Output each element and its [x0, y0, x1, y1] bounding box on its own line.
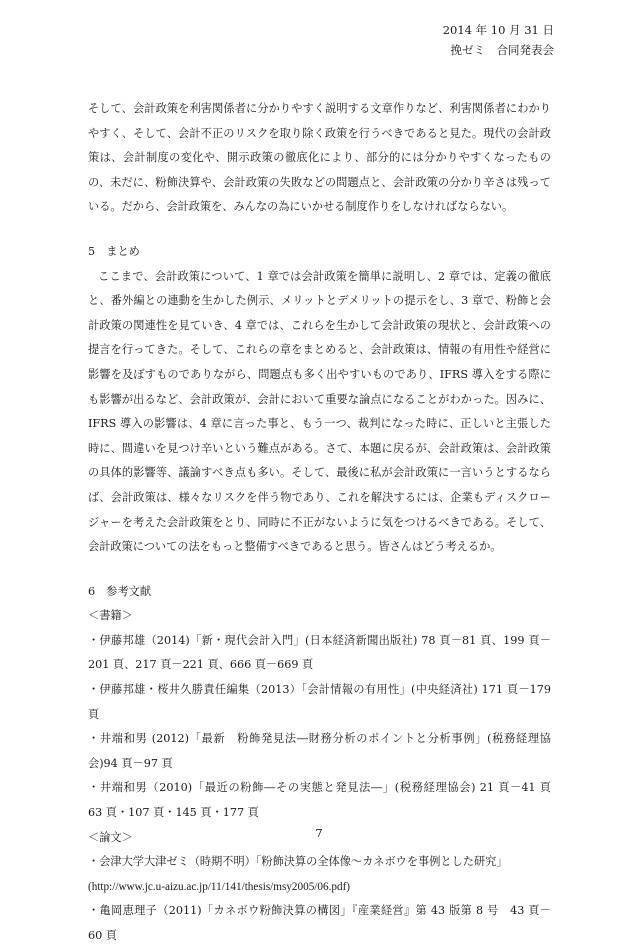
section5-paragraph: ここまで、会計政策について、1 章では会計政策を簡単に説明し、2 章では、定義の徹底と、番外編との連動を生かした例示、メリットとデメリットの提示をし、3 章で、粉飾と会計政策の関連性を見ていき、4 章では、これらを生かして会計政策の現状と、会計政策への提言を行ってきた。そして、これらの章をまとめると、会計政策は、情報の有用性や経営に影響を及ぼすものでありながら、問題点も多く出やすいものであり、IFRS 導入をする際にも影響が出るなど、会計政策が、会計において重要な論点になることがわかった。因みに、IFRS 導入の影響は、4 章に言った事と、もう一つ、裁判になった時に、正しいと主張した時に、間違いを見つけ辛いという難点がある。さて、本題に戻るが、会計政策は、会計政策の具体的影響等、議論すべき点も多い。そして、最後に私が会計政策に一言いうとするならば、会計政策は、様々なリスクを伴う物であり、これを解決するには、企業もディスクロージャーを考えた会計政策をとり、同時に不正がないように気をつけるべきである。そして、会計政策についての法をもっと整備すべきであると思う。皆さんはどう考えるか。 [88, 269, 551, 554]
header-date: 2014 年 10 月 31 日 [442, 23, 554, 37]
papers-label: ＜論文＞ [88, 830, 133, 844]
intro-paragraph: そして、会計政策を利害関係者に分かりやすく説明する文章作りなど、利害関係者にわかりやすく、そして、会計不正のリスクを取り除く政策を行うべきであると見た。現代の会計政策は、会計制度の変化や、開示政策の徹底化により、部分的には分かりやすくなったものの、未だに、粉飾決算や、会計政策の失敗などの問題点と、会計政策の分かり辛さは残っている。だから、会計政策を、みんなの為にいかせる制度作りをしなければならない。 [88, 102, 551, 214]
header [443, 20, 554, 60]
reference-item: ・井端和男 (2012)「最新 粉飾発見法―財務分析のポイントと分析事例」(税務経理協会)94 頁－97 頁 [88, 732, 551, 770]
section6-heading: 6 参考文献 [88, 584, 152, 598]
section5-heading: 5 まとめ [88, 244, 140, 258]
reference-item: ・伊藤邦雄（2014)「新・現代会計入門」(日本経済新聞出版社) 78 頁－81 頁、199 頁－201 頁、217 頁－221 頁、666 頁－669 頁 [88, 633, 551, 672]
reference-item: ・亀岡恵理子（2011)「カネボウ粉飾決算の構図」『産業経営』第 43 版第 8 号 43 頁－60 頁 [88, 904, 551, 942]
reference-item: ・伊藤邦雄・桜井久勝責任編集（2013）「会計情報の有用性」(中央経済社) 171 頁－179 頁 [88, 683, 551, 721]
header-group: 挽ゼミ 合同発表会 [450, 43, 554, 57]
page-number: 7 [315, 826, 323, 840]
reference-item: ・井端和男（2010)「最近の粉飾―その実態と発見法―」(税務経理協会) 21 頁－41 頁 63 頁・107 頁・145 頁・177 頁 [88, 781, 563, 820]
reference-url: (http://www.jc.u-aizu.ac.jp/11/141/thesis/msy2005/06.pdf) [88, 880, 351, 893]
reference-item: ・会津大学大津ゼミ（時期不明）「粉飾決算の全体像～カネボウを事例とした研究」 [88, 855, 508, 869]
books-label: ＜書籍＞ [88, 609, 133, 623]
body-text [88, 97, 563, 949]
